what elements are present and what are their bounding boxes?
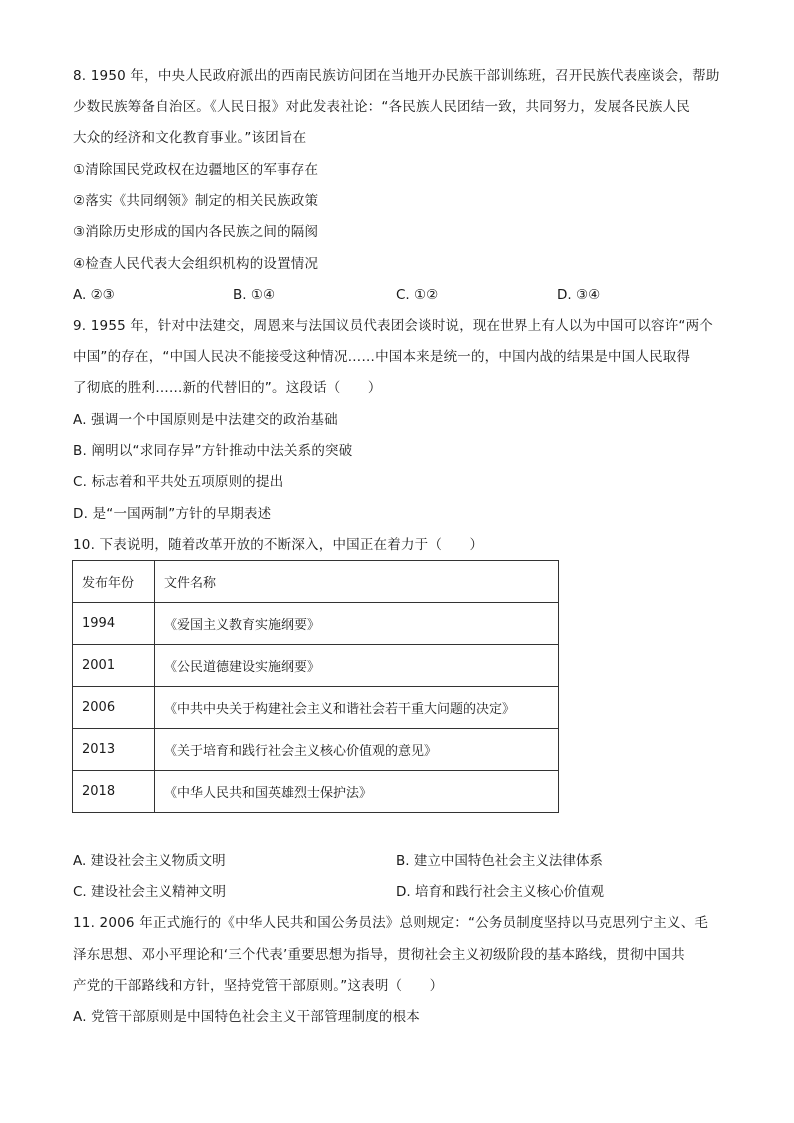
q11-option-a: A. 党管干部原则是中国特色社会主义干部管理制度的根本 [73, 1009, 420, 1025]
q9-option-d: D. 是“一国两制”方针的早期表述 [73, 506, 272, 522]
q8-stem-line: 少数民族筹备自治区。《人民日报》对此发表社论：“各民族人民团结一致，共同努力，发展各民族人民 [73, 99, 690, 115]
table-row [73, 771, 559, 813]
q10-option-a: A. 建设社会主义物质文明 [73, 853, 226, 869]
table-cell-title: 《爱国主义教育实施纲要》 [155, 603, 559, 645]
table-header-title: 文件名称 [155, 561, 559, 603]
table-cell-title: 《中共中央关于构建社会主义和谐社会若干重大问题的决定》 [155, 687, 559, 729]
q8-option-b: B. ①④ [233, 287, 276, 303]
q10-option-b: B. 建立中国特色社会主义法律体系 [396, 853, 603, 869]
table-row [73, 729, 559, 771]
table-header-year: 发布年份 [73, 561, 155, 603]
q8-item: ④检查人民代表大会组织机构的设置情况 [73, 256, 319, 272]
q10-document-table [72, 560, 559, 813]
table-cell-title: 《关于培育和践行社会主义核心价值观的意见》 [155, 729, 559, 771]
q11-stem-line: 泽东思想、邓小平理论和‘三个代表’重要思想为指导，贯彻社会主义初级阶段的基本路线，贯彻中国共 [73, 947, 685, 963]
q10-option-c: C. 建设社会主义精神文明 [73, 884, 227, 900]
table-row [73, 687, 559, 729]
q9-stem-line: 9. 1955 年，针对中法建交，周恩来与法国议员代表团会谈时说，现在世界上有人以为中国可以容许“两个 [73, 318, 714, 334]
q11-stem-line: 11. 2006 年正式施行的《中华人民共和国公务员法》总则规定：“公务员制度坚持以马克思列宁主义、毛 [73, 915, 709, 931]
q8-stem-line: 8. 1950 年，中央人民政府派出的西南民族访问团在当地开办民族干部训练班，召开民族代表座谈会，帮助 [73, 68, 720, 84]
table-cell-year: 2013 [73, 729, 155, 771]
q11-stem-line: 产党的干部路线和方针，坚持党管干部原则。”这表明（ ） [73, 978, 444, 994]
table-cell-year: 2001 [73, 645, 155, 687]
table-row [73, 645, 559, 687]
q8-stem-line: 大众的经济和文化教育事业。”该团旨在 [73, 130, 307, 146]
q9-option-c: C. 标志着和平共处五项原则的提出 [73, 474, 284, 490]
table-cell-year: 1994 [73, 603, 155, 645]
q8-option-d: D. ③④ [557, 287, 601, 303]
q9-stem-line: 中国”的存在，“中国人民决不能接受这种情况……中国本来是统一的，中国内战的结果是中国人民取得 [73, 349, 691, 365]
q9-option-b: B. 阐明以“求同存异”方针推动中法关系的突破 [73, 443, 353, 459]
table-row [73, 603, 559, 645]
q9-option-a: A. 强调一个中国原则是中法建交的政治基础 [73, 412, 338, 428]
q8-item: ①清除国民党政权在边疆地区的军事存在 [73, 162, 319, 178]
q8-option-c: C. ①② [396, 287, 439, 303]
q8-item: ③消除历史形成的国内各民族之间的隔阂 [73, 224, 319, 240]
q8-item: ②落实《共同纲领》制定的相关民族政策 [73, 193, 319, 209]
table-cell-title: 《公民道德建设实施纲要》 [155, 645, 559, 687]
table-cell-title: 《中华人民共和国英雄烈士保护法》 [155, 771, 559, 813]
table-header-row [73, 561, 559, 603]
table-cell-year: 2006 [73, 687, 155, 729]
q10-stem: 10. 下表说明，随着改革开放的不断深入，中国正在着力于（ ） [73, 537, 484, 553]
q8-option-a: A. ②③ [73, 287, 115, 303]
q10-option-d: D. 培育和践行社会主义核心价值观 [396, 884, 604, 900]
q9-stem-line: 了彻底的胜利……新的代替旧的”。这段话（ ） [73, 380, 382, 396]
table-cell-year: 2018 [73, 771, 155, 813]
